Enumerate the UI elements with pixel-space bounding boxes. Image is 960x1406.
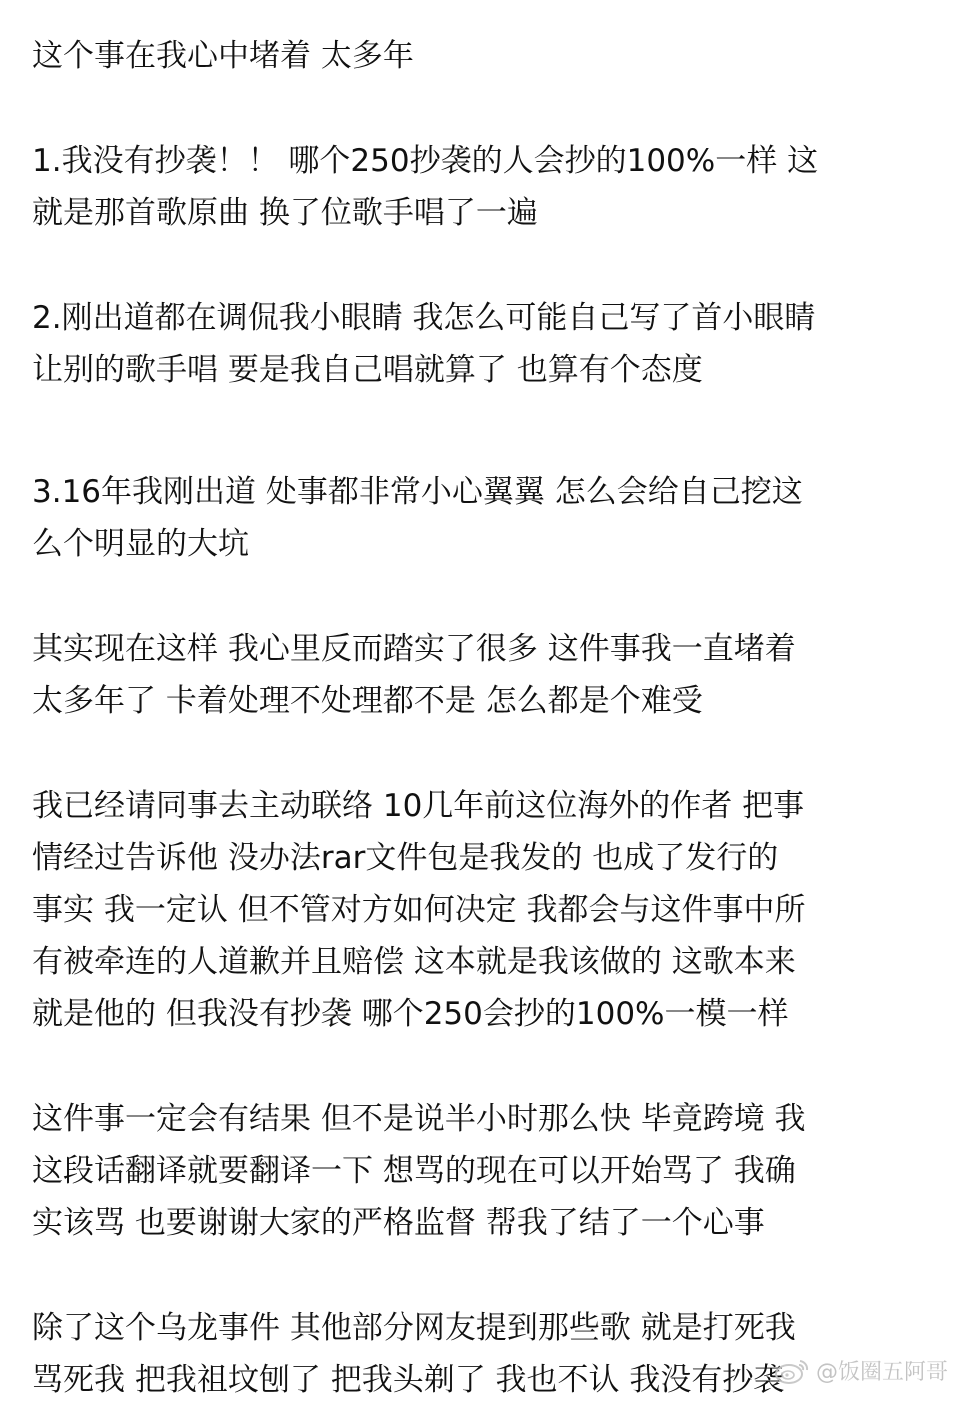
- text-line: 有被牵连的人道歉并且赔偿 这本就是我该做的 这歌本来: [32, 944, 796, 980]
- text-line: 3.16年我刚出道 处事都非常小心翼翼 怎么会给自己挖这: [32, 474, 803, 510]
- paragraph-8: [32, 1302, 932, 1406]
- text-line: 其实现在这样 我心里反而踏实了很多 这件事我一直堵着: [32, 631, 796, 667]
- text-line: 就是那首歌原曲 换了位歌手唱了一遍: [32, 195, 538, 231]
- paragraph-3: [32, 292, 932, 396]
- paragraph-2: [32, 135, 932, 239]
- text-line: 我已经请同事去主动联络 10几年前这位海外的作者 把事: [32, 788, 805, 824]
- paragraph-7: [32, 1093, 932, 1249]
- text-line: 2.刚出道都在调侃我小眼睛 我怎么可能自己写了首小眼睛: [32, 300, 816, 336]
- weibo-logo-icon: [774, 1357, 810, 1385]
- watermark: [774, 1355, 948, 1386]
- text-line: 事实 我一定认 但不管对方如何决定 我都会与这件事中所: [32, 892, 806, 928]
- watermark-text: @饭圈五阿哥: [815, 1360, 948, 1385]
- text-line: 这件事一定会有结果 但不是说半小时那么快 毕竟跨境 我: [32, 1101, 806, 1137]
- text-line: 除了这个乌龙事件 其他部分网友提到那些歌 就是打死我: [32, 1310, 796, 1346]
- paragraph-4: [32, 466, 932, 570]
- text-line: 情经过告诉他 没办法rar文件包是我发的 也成了发行的: [32, 840, 779, 876]
- paragraph-5: [32, 623, 932, 727]
- text-line: 1.我没有抄袭！！ 哪个250抄袭的人会抄的100%一样 这: [32, 143, 819, 179]
- paragraph-1: [32, 30, 932, 82]
- text-line: 就是他的 但我没有抄袭 哪个250会抄的100%一模一样: [32, 996, 789, 1032]
- text-line: 这个事在我心中堵着 太多年: [32, 38, 414, 74]
- text-line: 实该骂 也要谢谢大家的严格监督 帮我了结了一个心事: [32, 1205, 765, 1241]
- text-line: 这段话翻译就要翻译一下 想骂的现在可以开始骂了 我确: [32, 1153, 796, 1189]
- text-line: 让别的歌手唱 要是我自己唱就算了 也算有个态度: [32, 352, 703, 388]
- paragraph-6: [32, 780, 932, 1040]
- text-line: 么个明显的大坑: [32, 526, 249, 562]
- text-line: 骂死我 把我祖坟刨了 把我头剃了 我也不认 我没有抄袭: [32, 1362, 785, 1398]
- post-body: [32, 30, 932, 1406]
- text-line: 太多年了 卡着处理不处理都不是 怎么都是个难受: [32, 683, 703, 719]
